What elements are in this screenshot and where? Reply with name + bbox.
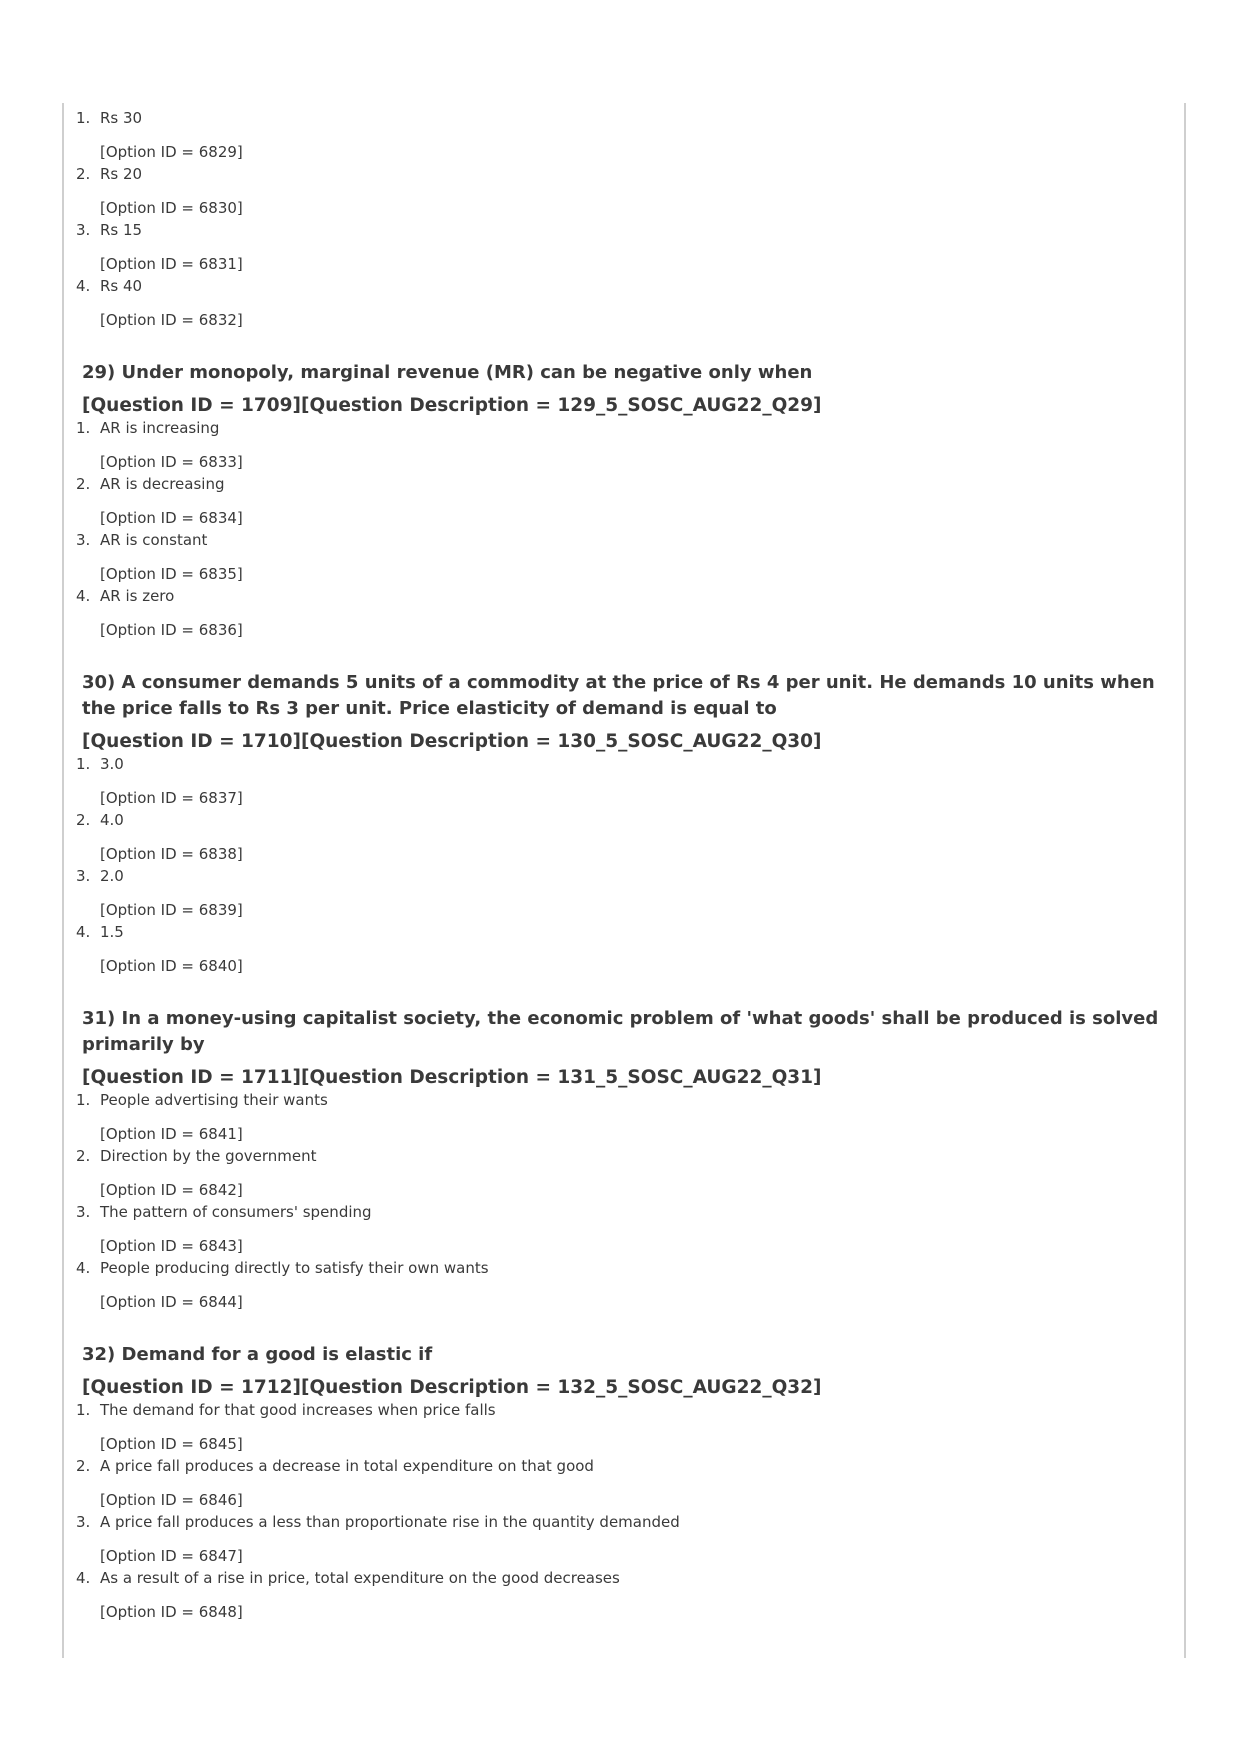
option-text: The demand for that good increases when price falls (100, 1401, 496, 1419)
option-id: [Option ID = 6838] (100, 845, 243, 863)
option-number: 4. (76, 1259, 91, 1277)
option-item (74, 1202, 1164, 1256)
question-meta: [Question ID = 1709][Question Description = 129_5_SOSC_AUG22_Q29] (82, 395, 822, 416)
option-id: [Option ID = 6843] (100, 1237, 243, 1255)
question-title: 30) A consumer demands 5 units of a commodity at the price of Rs 4 per unit. He demands 10 units when the price falls to Rs 3 per unit. Price elasticity of demand is equal to (82, 672, 1155, 719)
option-item (74, 1258, 1164, 1312)
question-meta: [Question ID = 1712][Question Description = 132_5_SOSC_AUG22_Q32] (82, 1377, 822, 1398)
option-number: 3. (76, 531, 91, 549)
option-number: 2. (76, 475, 91, 493)
option-number: 2. (76, 811, 91, 829)
option-id: [Option ID = 6829] (100, 143, 243, 161)
option-id: [Option ID = 6835] (100, 565, 243, 583)
option-item (74, 1090, 1164, 1144)
option-id: [Option ID = 6833] (100, 453, 243, 471)
option-text: People producing directly to satisfy their own wants (100, 1259, 489, 1277)
option-number: 4. (76, 587, 91, 605)
option-id: [Option ID = 6845] (100, 1435, 243, 1453)
question-title: 29) Under monopoly, marginal revenue (MR) can be negative only when (82, 362, 813, 383)
option-id: [Option ID = 6830] (100, 199, 243, 217)
option-item (74, 530, 1164, 584)
option-number: 1. (76, 755, 91, 773)
option-text: 2.0 (100, 867, 124, 885)
option-item (74, 108, 1164, 162)
document-content (74, 108, 1164, 1624)
option-item (74, 1146, 1164, 1200)
option-id: [Option ID = 6834] (100, 509, 243, 527)
option-item (74, 1400, 1164, 1454)
option-number: 2. (76, 1457, 91, 1475)
option-text: 1.5 (100, 923, 124, 941)
option-number: 1. (76, 1091, 91, 1109)
option-item (74, 754, 1164, 808)
option-text: People advertising their wants (100, 1091, 328, 1109)
option-id: [Option ID = 6847] (100, 1547, 243, 1565)
option-number: 3. (76, 1513, 91, 1531)
option-number: 3. (76, 1203, 91, 1221)
option-id: [Option ID = 6846] (100, 1491, 243, 1509)
option-item (74, 866, 1164, 920)
option-number: 4. (76, 923, 91, 941)
option-id: [Option ID = 6840] (100, 957, 243, 975)
option-number: 1. (76, 1401, 91, 1419)
option-number: 4. (76, 1569, 91, 1587)
option-text: Rs 40 (100, 277, 143, 295)
option-item (74, 164, 1164, 218)
question-meta: [Question ID = 1710][Question Description = 130_5_SOSC_AUG22_Q30] (82, 731, 822, 752)
option-number: 2. (76, 165, 91, 183)
option-text: AR is decreasing (100, 475, 225, 493)
option-text: As a result of a rise in price, total expenditure on the good decreases (100, 1569, 620, 1587)
option-text: 4.0 (100, 811, 124, 829)
option-text: 3.0 (100, 755, 124, 773)
option-item (74, 220, 1164, 274)
option-text: Direction by the government (100, 1147, 317, 1165)
option-list-continued (74, 108, 1164, 330)
option-text: The pattern of consumers' spending (100, 1203, 372, 1221)
option-id: [Option ID = 6848] (100, 1603, 243, 1621)
option-text: AR is constant (100, 531, 208, 549)
option-number: 1. (76, 109, 91, 127)
option-item (74, 276, 1164, 330)
option-item (74, 1512, 1164, 1566)
question-32 (74, 1342, 1164, 1622)
question-title: 32) Demand for a good is elastic if (82, 1344, 433, 1365)
question-31 (74, 1006, 1164, 1312)
option-text: Rs 20 (100, 165, 143, 183)
option-number: 3. (76, 867, 91, 885)
option-text: A price fall produces a decrease in total expenditure on that good (100, 1457, 594, 1475)
option-number: 4. (76, 277, 91, 295)
option-text: AR is zero (100, 587, 175, 605)
option-item (74, 418, 1164, 472)
option-item (74, 1568, 1164, 1622)
option-item (74, 922, 1164, 976)
option-item (74, 474, 1164, 528)
option-item (74, 1456, 1164, 1510)
question-29 (74, 360, 1164, 640)
option-item (74, 810, 1164, 864)
option-list (74, 1400, 1164, 1622)
option-id: [Option ID = 6839] (100, 901, 243, 919)
question-30 (74, 670, 1164, 976)
question-meta: [Question ID = 1711][Question Description = 131_5_SOSC_AUG22_Q31] (82, 1067, 822, 1088)
option-number: 2. (76, 1147, 91, 1165)
option-text: Rs 15 (100, 221, 143, 239)
option-id: [Option ID = 6837] (100, 789, 243, 807)
option-item (74, 586, 1164, 640)
option-id: [Option ID = 6842] (100, 1181, 243, 1199)
option-list (74, 754, 1164, 976)
question-title: 31) In a money-using capitalist society, the economic problem of 'what goods' shall be produced is solved primarily by (82, 1008, 1159, 1055)
option-id: [Option ID = 6844] (100, 1293, 243, 1311)
option-id: [Option ID = 6832] (100, 311, 243, 329)
option-id: [Option ID = 6831] (100, 255, 243, 273)
option-list (74, 1090, 1164, 1312)
option-text: A price fall produces a less than proportionate rise in the quantity demanded (100, 1513, 680, 1531)
option-number: 1. (76, 419, 91, 437)
option-id: [Option ID = 6841] (100, 1125, 243, 1143)
option-text: AR is increasing (100, 419, 220, 437)
option-id: [Option ID = 6836] (100, 621, 243, 639)
option-number: 3. (76, 221, 91, 239)
option-list (74, 418, 1164, 640)
option-text: Rs 30 (100, 109, 143, 127)
